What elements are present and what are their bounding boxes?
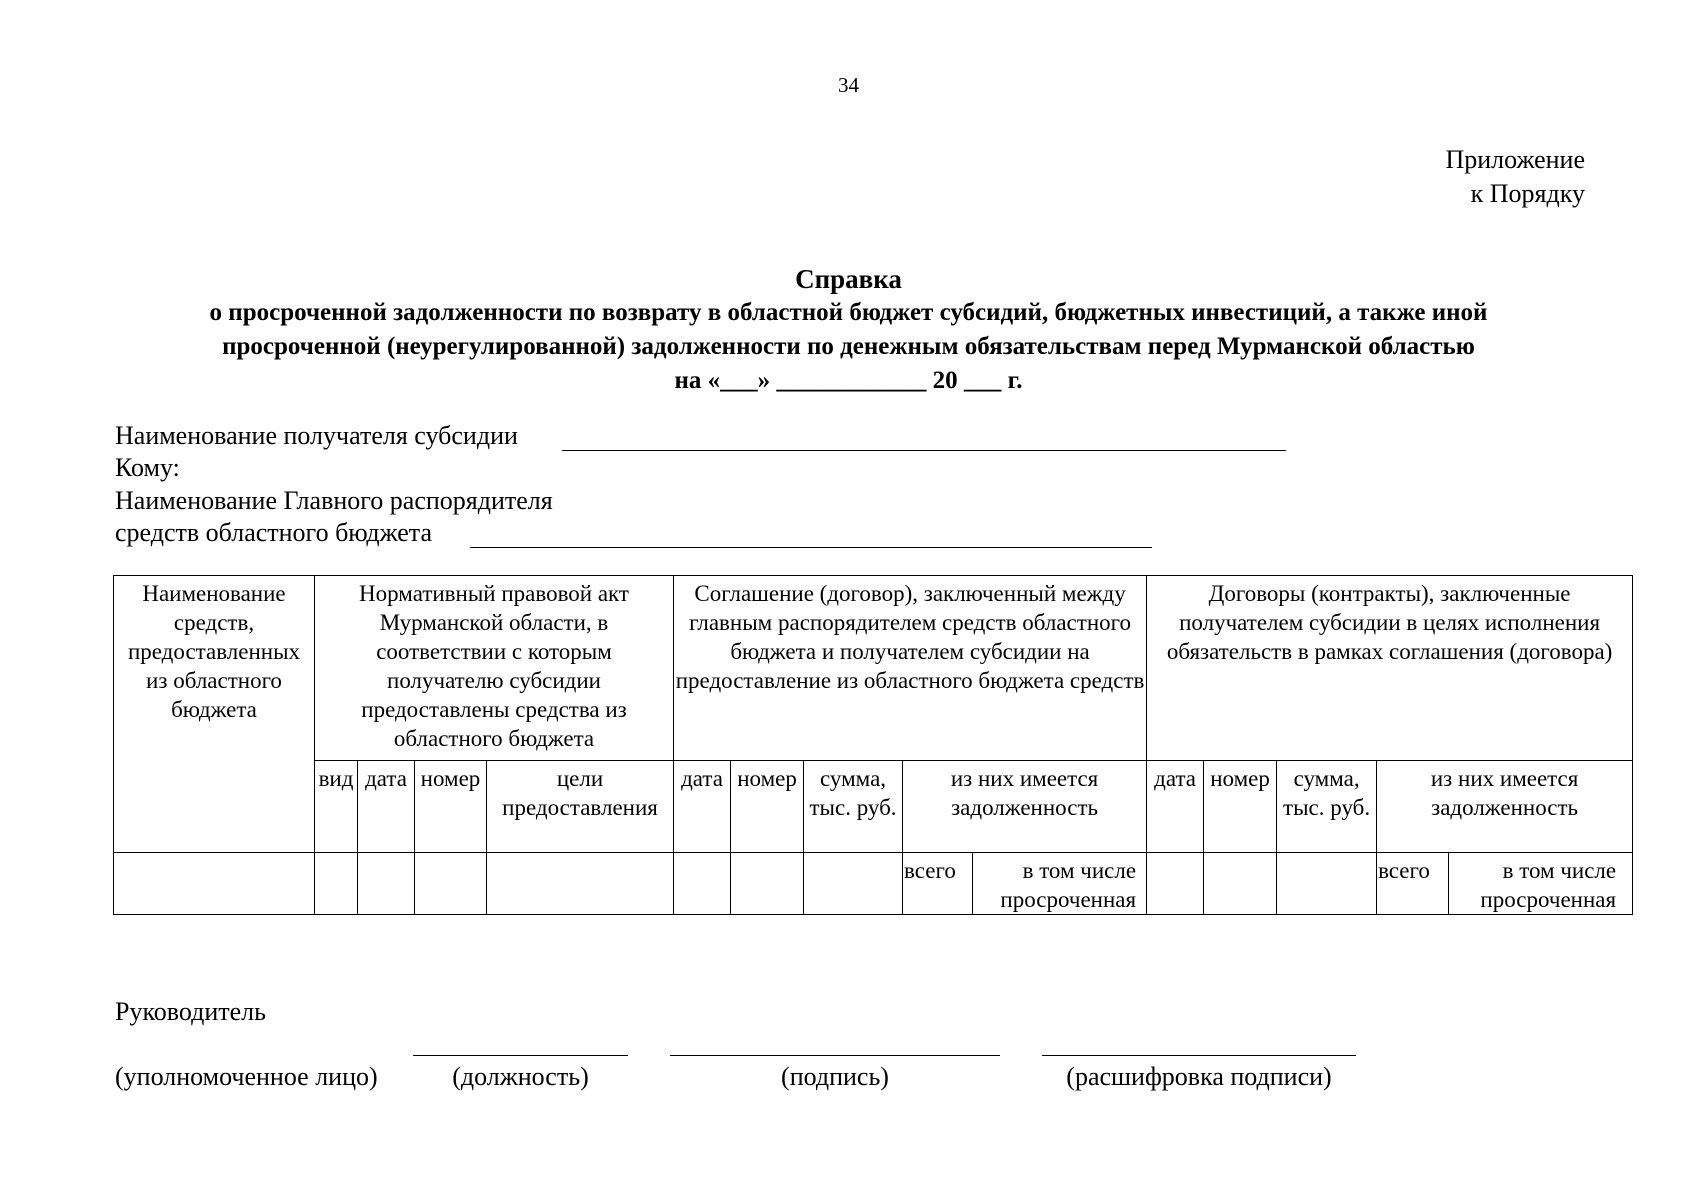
to-label: Кому: (115, 453, 180, 482)
header-act-type: вид (315, 761, 358, 853)
debt-report-table (113, 575, 1633, 915)
header-act-date: дата (358, 761, 415, 853)
header-contracts: Договоры (контракты), заключенные получателем субсидии в целях исполнения обязательств в рамках соглашения (договора) (1147, 576, 1633, 761)
recipient-label: Наименование получателя субсидии (115, 421, 518, 450)
cell-funds-name[interactable] (114, 853, 315, 915)
cell-agreement-number[interactable] (731, 853, 804, 915)
cell-act-type[interactable] (315, 853, 358, 915)
header-contracts-sum: сумма, тыс. руб. (1277, 761, 1377, 853)
header-act-purpose: цели предоставления (487, 761, 674, 853)
signature-decoding-caption: (расшифровка подписи) (1066, 1062, 1332, 1091)
manager-label-line-2: средств областного бюджета (115, 518, 433, 547)
header-act-number: номер (415, 761, 487, 853)
document-title (0, 262, 1697, 398)
cell-agreement-sum[interactable] (804, 853, 903, 915)
page-number: 34 (838, 73, 859, 97)
signature-line[interactable] (670, 1055, 1000, 1056)
cell-agreement-date[interactable] (674, 853, 731, 915)
header-contracts-debt: из них имеется задолженность (1377, 761, 1633, 853)
title-heading: Справка (795, 264, 902, 294)
header-agreement-debt: из них имеется задолженность (903, 761, 1147, 853)
cell-act-purpose[interactable] (487, 853, 674, 915)
signature-caption: (подпись) (781, 1062, 889, 1091)
cell-contracts-sum[interactable] (1277, 853, 1377, 915)
title-line-1: о просроченной задолженности по возврату в областной бюджет субсидий, бюджетных инвестиций, а также иной (209, 299, 1488, 326)
cell-act-date[interactable] (358, 853, 415, 915)
appendix-line-2: к Порядку (1470, 179, 1585, 208)
head-label: Руководитель (115, 997, 266, 1026)
header-contracts-debt-overdue: в том числе просроченная (1449, 853, 1633, 915)
recipient-name-line[interactable] (562, 450, 1286, 451)
cell-contracts-number[interactable] (1204, 853, 1277, 915)
position-caption: (должность) (452, 1062, 589, 1091)
header-agreement-date: дата (674, 761, 731, 853)
authorized-person-label: (уполномоченное лицо) (115, 1062, 378, 1091)
header-contracts-debt-total: всего (1377, 853, 1449, 915)
header-contracts-number: номер (1204, 761, 1277, 853)
title-line-2: просроченной (неурегулированной) задолженности по денежным обязательствам перед Мурманской областью (222, 333, 1475, 360)
header-agreement-debt-total: всего (903, 853, 973, 915)
header-agreement-number: номер (731, 761, 804, 853)
header-legal-act: Нормативный правовой акт Мурманской области, в соответствии с которым получателю субсидии предоставлены средства из областного бюджета (315, 576, 674, 761)
signature-decoding-line[interactable] (1042, 1055, 1356, 1056)
appendix-note (1445, 143, 1585, 211)
header-contracts-date: дата (1147, 761, 1204, 853)
cell-act-number[interactable] (415, 853, 487, 915)
header-funds-name: Наименование средств, предоставленных из областного бюджета (114, 576, 315, 853)
cell-contracts-date[interactable] (1147, 853, 1204, 915)
manager-name-line[interactable] (470, 547, 1152, 548)
header-agreement-debt-overdue: в том числе просроченная (973, 853, 1147, 915)
header-agreement: Соглашение (договор), заключенный между главным распорядителем средств областного бюджета и получателем субсидии на предоставление из областного бюджета средств (674, 576, 1147, 761)
appendix-line-1: Приложение (1445, 145, 1585, 174)
title-date-line: на «___» ____________ 20 ___ г. (674, 367, 1023, 394)
position-line[interactable] (413, 1055, 628, 1056)
header-agreement-sum: сумма, тыс. руб. (804, 761, 903, 853)
manager-label-line-1: Наименование Главного распорядителя (115, 486, 553, 515)
